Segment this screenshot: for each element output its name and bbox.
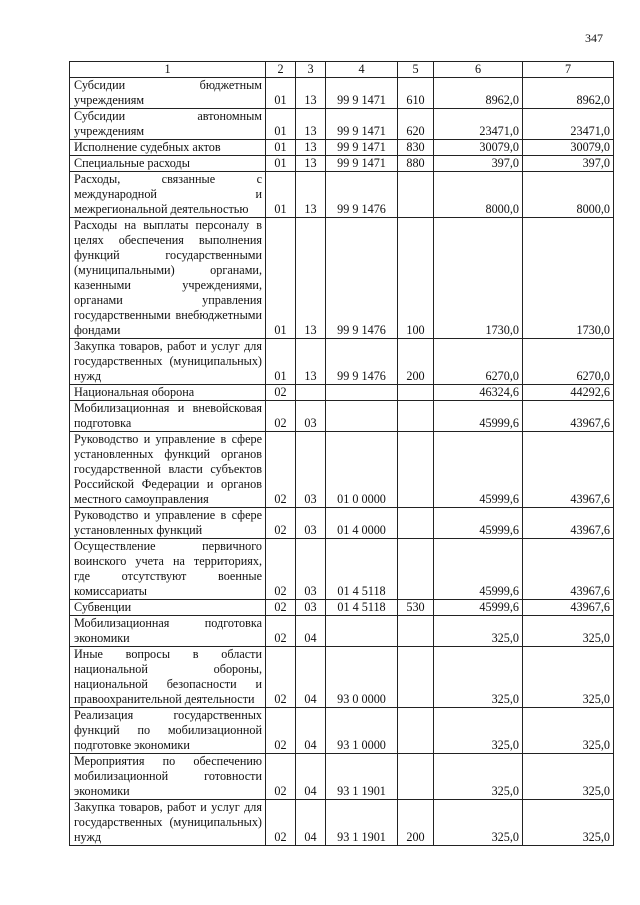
- section-code-cell: 02: [266, 432, 296, 508]
- section-code-cell: 02: [266, 754, 296, 800]
- amount-year2-cell: 43967,6: [523, 508, 614, 539]
- target-article-cell: [326, 401, 398, 432]
- expense-type-cell: [398, 508, 434, 539]
- row-name-cell: Закупка товаров, работ и услуг для государственных (муниципальных) нужд: [70, 800, 266, 846]
- amount-year1-cell: 46324,6: [434, 385, 523, 401]
- amount-year2-cell: 43967,6: [523, 432, 614, 508]
- amount-year2-cell: 43967,6: [523, 539, 614, 600]
- target-article-cell: 99 9 1476: [326, 218, 398, 339]
- subsection-code-cell: 04: [296, 616, 326, 647]
- amount-year1-cell: 45999,6: [434, 432, 523, 508]
- section-code-cell: 02: [266, 708, 296, 754]
- subsection-code-cell: 13: [296, 172, 326, 218]
- subsection-code-cell: 13: [296, 140, 326, 156]
- row-name-cell: Закупка товаров, работ и услуг для государственных (муниципальных) нужд: [70, 339, 266, 385]
- subsection-code-cell: [296, 385, 326, 401]
- table-row: [70, 218, 614, 339]
- target-article-cell: [326, 385, 398, 401]
- target-article-cell: 99 9 1471: [326, 140, 398, 156]
- table-row: [70, 140, 614, 156]
- table-row: [70, 156, 614, 172]
- expense-type-cell: [398, 647, 434, 708]
- budget-table: [69, 61, 614, 846]
- row-name-cell: Субвенции: [70, 600, 266, 616]
- target-article-cell: 99 9 1471: [326, 109, 398, 140]
- amount-year2-cell: 1730,0: [523, 218, 614, 339]
- amount-year2-cell: 8962,0: [523, 78, 614, 109]
- expense-type-cell: 530: [398, 600, 434, 616]
- subsection-code-cell: 03: [296, 401, 326, 432]
- section-code-cell: 02: [266, 401, 296, 432]
- section-code-cell: 02: [266, 647, 296, 708]
- row-name-cell: Реализация государственных функций по мобилизационной подготовке экономики: [70, 708, 266, 754]
- amount-year1-cell: 6270,0: [434, 339, 523, 385]
- expense-type-cell: [398, 385, 434, 401]
- amount-year2-cell: 325,0: [523, 708, 614, 754]
- subsection-code-cell: 03: [296, 600, 326, 616]
- amount-year1-cell: 8962,0: [434, 78, 523, 109]
- table-row: [70, 600, 614, 616]
- section-code-cell: 01: [266, 172, 296, 218]
- target-article-cell: 99 9 1471: [326, 78, 398, 109]
- table-row: [70, 401, 614, 432]
- target-article-cell: 99 9 1476: [326, 172, 398, 218]
- target-article-cell: [326, 616, 398, 647]
- expense-type-cell: [398, 616, 434, 647]
- table-row: [70, 708, 614, 754]
- page-number: 347: [585, 31, 603, 45]
- row-name-cell: Расходы, связанные с международной и межрегиональной деятельностью: [70, 172, 266, 218]
- amount-year1-cell: 23471,0: [434, 109, 523, 140]
- amount-year2-cell: 6270,0: [523, 339, 614, 385]
- expense-type-cell: [398, 172, 434, 218]
- table-row: [70, 385, 614, 401]
- amount-year2-cell: 325,0: [523, 647, 614, 708]
- table-row: [70, 539, 614, 600]
- section-code-cell: 01: [266, 78, 296, 109]
- header-cell: 1: [70, 62, 266, 78]
- row-name-cell: Субсидии бюджетным учреждениям: [70, 78, 266, 109]
- amount-year1-cell: 45999,6: [434, 401, 523, 432]
- target-article-cell: 93 0 0000: [326, 647, 398, 708]
- target-article-cell: 01 0 0000: [326, 432, 398, 508]
- target-article-cell: 99 9 1476: [326, 339, 398, 385]
- subsection-code-cell: 04: [296, 647, 326, 708]
- header-row: [70, 62, 614, 78]
- amount-year2-cell: 43967,6: [523, 600, 614, 616]
- amount-year1-cell: 325,0: [434, 800, 523, 846]
- table-row: [70, 508, 614, 539]
- expense-type-cell: 620: [398, 109, 434, 140]
- row-name-cell: Субсидии автономным учреждениям: [70, 109, 266, 140]
- amount-year1-cell: 325,0: [434, 708, 523, 754]
- expense-type-cell: [398, 708, 434, 754]
- table-row: [70, 432, 614, 508]
- row-name-cell: Руководство и управление в сфере установленных функций: [70, 508, 266, 539]
- subsection-code-cell: 13: [296, 109, 326, 140]
- header-cell: 5: [398, 62, 434, 78]
- expense-type-cell: 610: [398, 78, 434, 109]
- header-cell: 6: [434, 62, 523, 78]
- section-code-cell: 01: [266, 339, 296, 385]
- row-name-cell: Руководство и управление в сфере установленных функций органов государственной власти субъектов Российской Федерации и органов местного самоуправления: [70, 432, 266, 508]
- subsection-code-cell: 03: [296, 432, 326, 508]
- subsection-code-cell: 13: [296, 78, 326, 109]
- table-row: [70, 78, 614, 109]
- amount-year2-cell: 397,0: [523, 156, 614, 172]
- section-code-cell: 02: [266, 800, 296, 846]
- section-code-cell: 01: [266, 218, 296, 339]
- subsection-code-cell: 13: [296, 339, 326, 385]
- amount-year2-cell: 325,0: [523, 800, 614, 846]
- subsection-code-cell: 03: [296, 508, 326, 539]
- expense-type-cell: [398, 432, 434, 508]
- subsection-code-cell: 04: [296, 754, 326, 800]
- row-name-cell: Специальные расходы: [70, 156, 266, 172]
- header-cell: 3: [296, 62, 326, 78]
- subsection-code-cell: 03: [296, 539, 326, 600]
- section-code-cell: 01: [266, 140, 296, 156]
- target-article-cell: 93 1 1901: [326, 800, 398, 846]
- amount-year1-cell: 8000,0: [434, 172, 523, 218]
- expense-type-cell: [398, 539, 434, 600]
- target-article-cell: 01 4 0000: [326, 508, 398, 539]
- section-code-cell: 02: [266, 600, 296, 616]
- subsection-code-cell: 13: [296, 218, 326, 339]
- expense-type-cell: 830: [398, 140, 434, 156]
- section-code-cell: 01: [266, 109, 296, 140]
- section-code-cell: 01: [266, 156, 296, 172]
- section-code-cell: 02: [266, 539, 296, 600]
- amount-year2-cell: 8000,0: [523, 172, 614, 218]
- section-code-cell: 02: [266, 508, 296, 539]
- amount-year1-cell: 325,0: [434, 754, 523, 800]
- expense-type-cell: 200: [398, 800, 434, 846]
- subsection-code-cell: 04: [296, 708, 326, 754]
- section-code-cell: 02: [266, 616, 296, 647]
- amount-year1-cell: 1730,0: [434, 218, 523, 339]
- amount-year2-cell: 44292,6: [523, 385, 614, 401]
- amount-year1-cell: 30079,0: [434, 140, 523, 156]
- table-row: [70, 109, 614, 140]
- target-article-cell: 01 4 5118: [326, 600, 398, 616]
- amount-year2-cell: 30079,0: [523, 140, 614, 156]
- row-name-cell: Мобилизационная подготовка экономики: [70, 616, 266, 647]
- amount-year1-cell: 397,0: [434, 156, 523, 172]
- row-name-cell: Национальная оборона: [70, 385, 266, 401]
- target-article-cell: 99 9 1471: [326, 156, 398, 172]
- table-row: [70, 339, 614, 385]
- expense-type-cell: 100: [398, 218, 434, 339]
- amount-year2-cell: 23471,0: [523, 109, 614, 140]
- amount-year1-cell: 45999,6: [434, 539, 523, 600]
- expense-type-cell: [398, 754, 434, 800]
- subsection-code-cell: 13: [296, 156, 326, 172]
- header-cell: 4: [326, 62, 398, 78]
- row-name-cell: Мероприятия по обеспечению мобилизационной готовности экономики: [70, 754, 266, 800]
- subsection-code-cell: 04: [296, 800, 326, 846]
- expense-type-cell: [398, 401, 434, 432]
- amount-year1-cell: 325,0: [434, 647, 523, 708]
- amount-year2-cell: 325,0: [523, 754, 614, 800]
- amount-year2-cell: 325,0: [523, 616, 614, 647]
- amount-year1-cell: 325,0: [434, 616, 523, 647]
- target-article-cell: 93 1 0000: [326, 708, 398, 754]
- row-name-cell: Иные вопросы в области национальной обороны, национальной безопасности и правоохранительной деятельности: [70, 647, 266, 708]
- target-article-cell: 01 4 5118: [326, 539, 398, 600]
- header-cell: 2: [266, 62, 296, 78]
- table-row: [70, 172, 614, 218]
- row-name-cell: Расходы на выплаты персоналу в целях обеспечения выполнения функций государственными (муниципальными) органами, казенными учреждениями, органами управления государственными внебюджетными фондами: [70, 218, 266, 339]
- amount-year1-cell: 45999,6: [434, 508, 523, 539]
- amount-year1-cell: 45999,6: [434, 600, 523, 616]
- row-name-cell: Исполнение судебных актов: [70, 140, 266, 156]
- table-row: [70, 647, 614, 708]
- table-row: [70, 800, 614, 846]
- table-row: [70, 616, 614, 647]
- expense-type-cell: 880: [398, 156, 434, 172]
- amount-year2-cell: 43967,6: [523, 401, 614, 432]
- header-cell: 7: [523, 62, 614, 78]
- target-article-cell: 93 1 1901: [326, 754, 398, 800]
- expense-type-cell: 200: [398, 339, 434, 385]
- section-code-cell: 02: [266, 385, 296, 401]
- row-name-cell: Мобилизационная и вневойсковая подготовка: [70, 401, 266, 432]
- row-name-cell: Осуществление первичного воинского учета на территориях, где отсутствуют военные комиссариаты: [70, 539, 266, 600]
- table-row: [70, 754, 614, 800]
